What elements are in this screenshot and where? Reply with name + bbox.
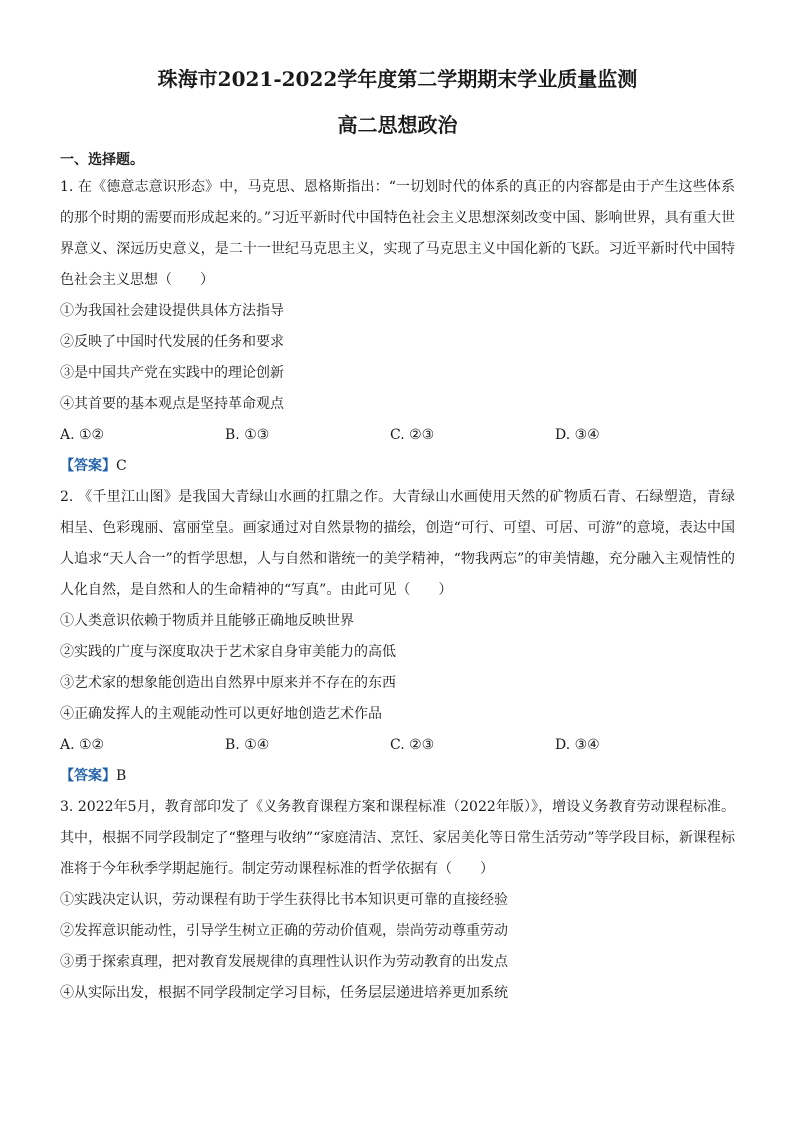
section-heading: 一、选择题。 (60, 152, 144, 168)
question-stem: 3. 2022年5月，教育部印发了《义务教育课程方案和课程标准（2022年版）》，增设义务教育劳动课程标准。其中，根据不同学段制定了“整理与收纳”“家庭清洁、烹饪、家居美化等日常生活劳动”等学段目标，新课程标准将于今年秋季学期起施行。制定劳动课程标准的哲学依据有（ ） (60, 799, 735, 877)
document-subtitle: 高二思想政治 (337, 113, 458, 137)
statement-1: ①实践决定认识，劳动课程有助于学生获得比书本知识更可靠的直接经验 (60, 892, 508, 908)
answer-line (60, 451, 735, 482)
statement-4: ④从实际出发，根据不同学段制定学习目标，任务层层递进培养更加系统 (60, 985, 508, 1001)
statement-2: ②发挥意识能动性，引导学生树立正确的劳动价值观，崇尚劳动尊重劳动 (60, 923, 508, 939)
statement-2: ②反映了中国时代发展的任务和要求 (60, 334, 284, 350)
document-title: 珠海市2021-2022学年度第二学期期末学业质量监测 (157, 67, 638, 91)
choice-c: C. ②③ (390, 737, 435, 753)
statement-1: ①为我国社会建设提供具体方法指导 (60, 303, 284, 319)
choice-b: B. ①④ (225, 737, 270, 753)
choice-a: A. ①② (60, 737, 105, 753)
answer-value: B (116, 768, 127, 784)
question-3 (60, 792, 735, 1009)
answer-line (60, 761, 735, 792)
statement-4: ④正确发挥人的主观能动性可以更好地创造艺术作品 (60, 706, 382, 722)
statement-2: ②实践的广度与深度取决于艺术家自身审美能力的高低 (60, 644, 396, 660)
answer-tag: 【答案】 (60, 768, 116, 784)
answer-tag: 【答案】 (60, 458, 116, 474)
question-stem: 2. 《千里江山图》是我国大青绿山水画的扛鼎之作。大青绿山水画使用天然的矿物质石青、石绿塑造，青绿相呈、色彩瑰丽、富丽堂皇。画家通过对自然景物的描绘，创造“可行、可望、可居、可游”的意境，表达中国人追求“天人合一”的哲学思想，人与自然和谐统一的美学精神，“物我两忘”的审美情趣，充分融入主观情性的人化自然，是自然和人的生命精神的“写真”。由此可见（ ） (60, 489, 735, 598)
answer-value: C (116, 458, 127, 474)
statement-3: ③艺术家的想象能创造出自然界中原来并不存在的东西 (60, 675, 396, 691)
choice-d: D. ③④ (555, 427, 600, 443)
question-2 (60, 482, 735, 792)
answer-choices (60, 420, 735, 451)
statement-4: ④其首要的基本观点是坚持革命观点 (60, 396, 284, 412)
statement-3: ③是中国共产党在实践中的理论创新 (60, 365, 284, 381)
choice-d: D. ③④ (555, 737, 600, 753)
choice-b: B. ①③ (225, 427, 270, 443)
question-stem: 1. 在《德意志意识形态》中，马克思、恩格斯指出：“一切划时代的体系的真正的内容都是由于产生这些体系的那个时期的需要而形成起来的。”习近平新时代中国特色社会主义思想深刻改变中国、影响世界，具有重大世界意义、深远历史意义，是二十一世纪马克思主义，实现了马克思主义中国化新的飞跃。习近平新时代中国特色社会主义思想（ ） (60, 179, 735, 288)
statement-3: ③勇于探索真理，把对教育发展规律的真理性认识作为劳动教育的出发点 (60, 954, 508, 970)
document-page (60, 64, 735, 1009)
choice-a: A. ①② (60, 427, 105, 443)
answer-choices (60, 730, 735, 761)
question-1 (60, 172, 735, 482)
statement-1: ①人类意识依赖于物质并且能够正确地反映世界 (60, 613, 354, 629)
choice-c: C. ②③ (390, 427, 435, 443)
